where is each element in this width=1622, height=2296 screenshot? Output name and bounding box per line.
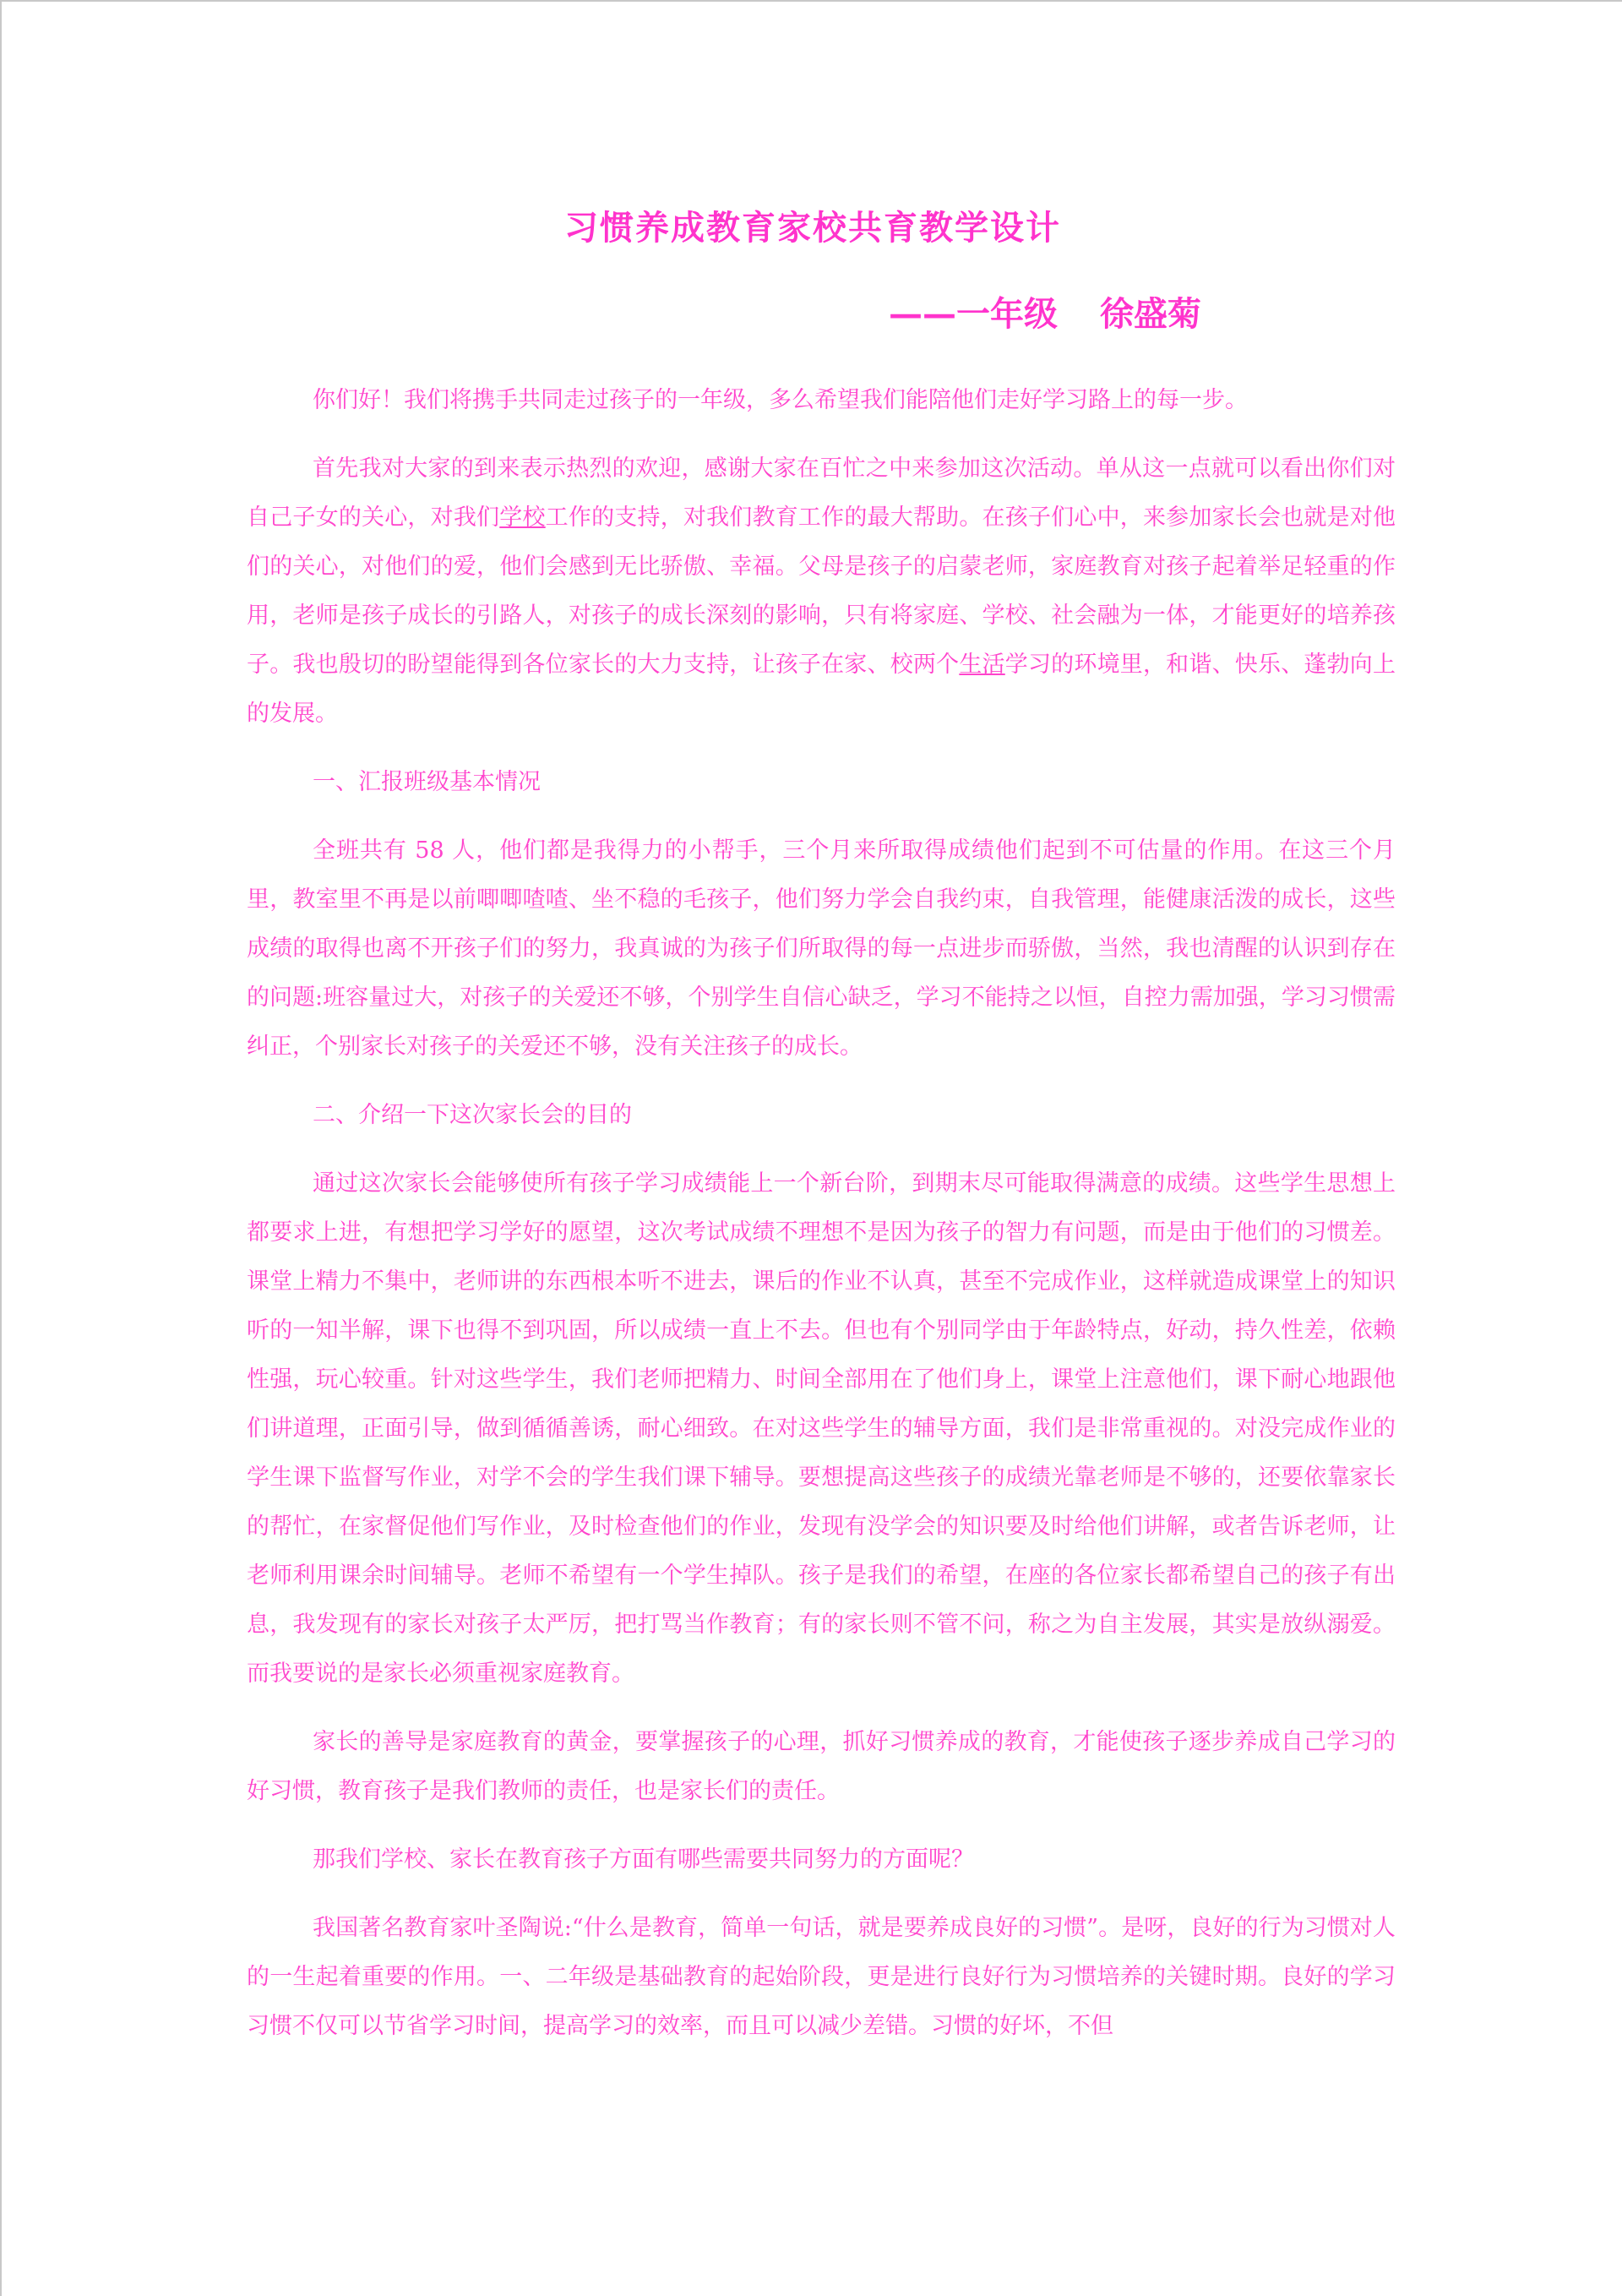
byline-dash: ——: [889, 294, 956, 334]
paragraph-parent-guidance: 家长的善导是家庭教育的黄金，要掌握孩子的心理，抓好习惯养成的教育，才能使孩子逐步养成自己学习的好习惯，教育孩子是我们教师的责任，也是家长们的责任。: [247, 1729, 1396, 1804]
paragraph-greeting: 你们好！我们将携手共同走过孩子的一年级，多么希望我们能陪他们走好学习路上的每一步。: [313, 387, 1248, 413]
link-school[interactable]: 学校: [499, 504, 546, 531]
section-heading-meeting-purpose: 二、介绍一下这次家长会的目的: [313, 1102, 632, 1128]
byline-author: 徐盛菊: [1100, 294, 1201, 334]
paragraph-question: 那我们学校、家长在教育孩子方面有哪些需要共同努力的方面呢？: [313, 1846, 974, 1873]
document-body: [247, 376, 1396, 2070]
paragraph-class-report: 全班共有 58 人，他们都是我得力的小帮手，三个月来所取得成绩他们起到不可估量的作用。在这三个月里，教室里不再是以前唧唧喳喳、坐不稳的毛孩子，他们努力学会自我约束，自我管理，能健康活泼的成长，这些成绩的取得也离不开孩子们的努力，我真诚的为孩子们所取得的每一点进步而骄傲，当然，我也清醒的认识到存在的问题:班容量过大，对孩子的关爱还不够，个别学生自信心缺乏，学习不能持之以恒，自控力需加强，学习习惯需纠正，个别家长对孩子的关爱还不够，没有关注孩子的成长。: [247, 837, 1396, 1060]
document-byline: [889, 287, 1201, 335]
paragraph-habits: 我国著名教育家叶圣陶说:“什么是教育，简单一句话，就是要养成良好的习惯”。是呀，良好的行为习惯对人的一生起着重要的作用。一、二年级是基础教育的起始阶段，更是进行良好行为习惯培养的关键时期。良好的学习习惯不仅可以节省学习时间，提高学习的效率，而且可以减少差错。习惯的好坏，不但: [247, 1915, 1396, 2039]
paragraph-meeting-purpose: 通过这次家长会能够使所有孩子学习成绩能上一个新台阶，到期末尽可能取得满意的成绩。这些学生思想上都要求上进，有想把学习学好的愿望，这次考试成绩不理想不是因为孩子的智力有问题，而是由于他们的习惯差。课堂上精力不集中，老师讲的东西根本听不进去，课后的作业不认真，甚至不完成作业，这样就造成课堂上的知识听的一知半解，课下也得不到巩固，所以成绩一直上不去。但也有个别同学由于年龄特点，好动，持久性差，依赖性强，玩心较重。针对这些学生，我们老师把精力、时间全部用在了他们身上，课堂上注意他们，课下耐心地跟他们讲道理，正面引导，做到循循善诱，耐心细致。在对这些学生的辅导方面，我们是非常重视的。对没完成作业的学生课下监督写作业，对学不会的学生我们课下辅导。要想提高这些孩子的成绩光靠老师是不够的，还要依靠家长的帮忙，在家督促他们写作业，及时检查他们的作业，发现有没学会的知识要及时给他们讲解，或者告诉老师，让老师利用课余时间辅导。老师不希望有一个学生掉队。孩子是我们的希望，在座的各位家长都希望自己的孩子有出息，我发现有的家长对孩子太严厉，把打骂当作教育；有的家长则不管不问，称之为自主发展，其实是放纵溺爱。而我要说的是家长必须重视家庭教育。: [247, 1170, 1396, 1687]
byline-grade: 一年级: [956, 294, 1058, 334]
section-heading-class-report: 一、汇报班级基本情况: [313, 769, 541, 795]
paragraph-welcome-part-b: 工作的支持，对我们教育工作的最大帮助。在孩子们心中，来参加家长会也就是对他们的关心，对他们的爱，他们会感到无比骄傲、幸福。父母是孩子的启蒙老师，家庭教育对孩子起着举足轻重的作用，老师是孩子成长的引路人，对孩子的成长深刻的影响，只有将家庭、学校、社会融为一体，才能更好的培养孩子。我也殷切的盼望能得到各位家长的大力支持，让孩子在家、校两个: [247, 504, 1396, 678]
paragraph-welcome: [247, 444, 1396, 739]
paragraph-welcome-part-a: 首先我对大家的到来表示热烈的欢迎，感谢大家在百忙之中来参加这次活动。单从这一点就可以看出你们对自己子女的关心，对我们: [247, 455, 1396, 531]
document-title: 习惯养成教育家校共育教学设计: [564, 208, 1061, 248]
paragraph-welcome-part-c: 学习的环境里，和谐、快乐、蓬勃向上的发展。: [247, 652, 1396, 727]
link-life[interactable]: 生活: [959, 652, 1005, 678]
